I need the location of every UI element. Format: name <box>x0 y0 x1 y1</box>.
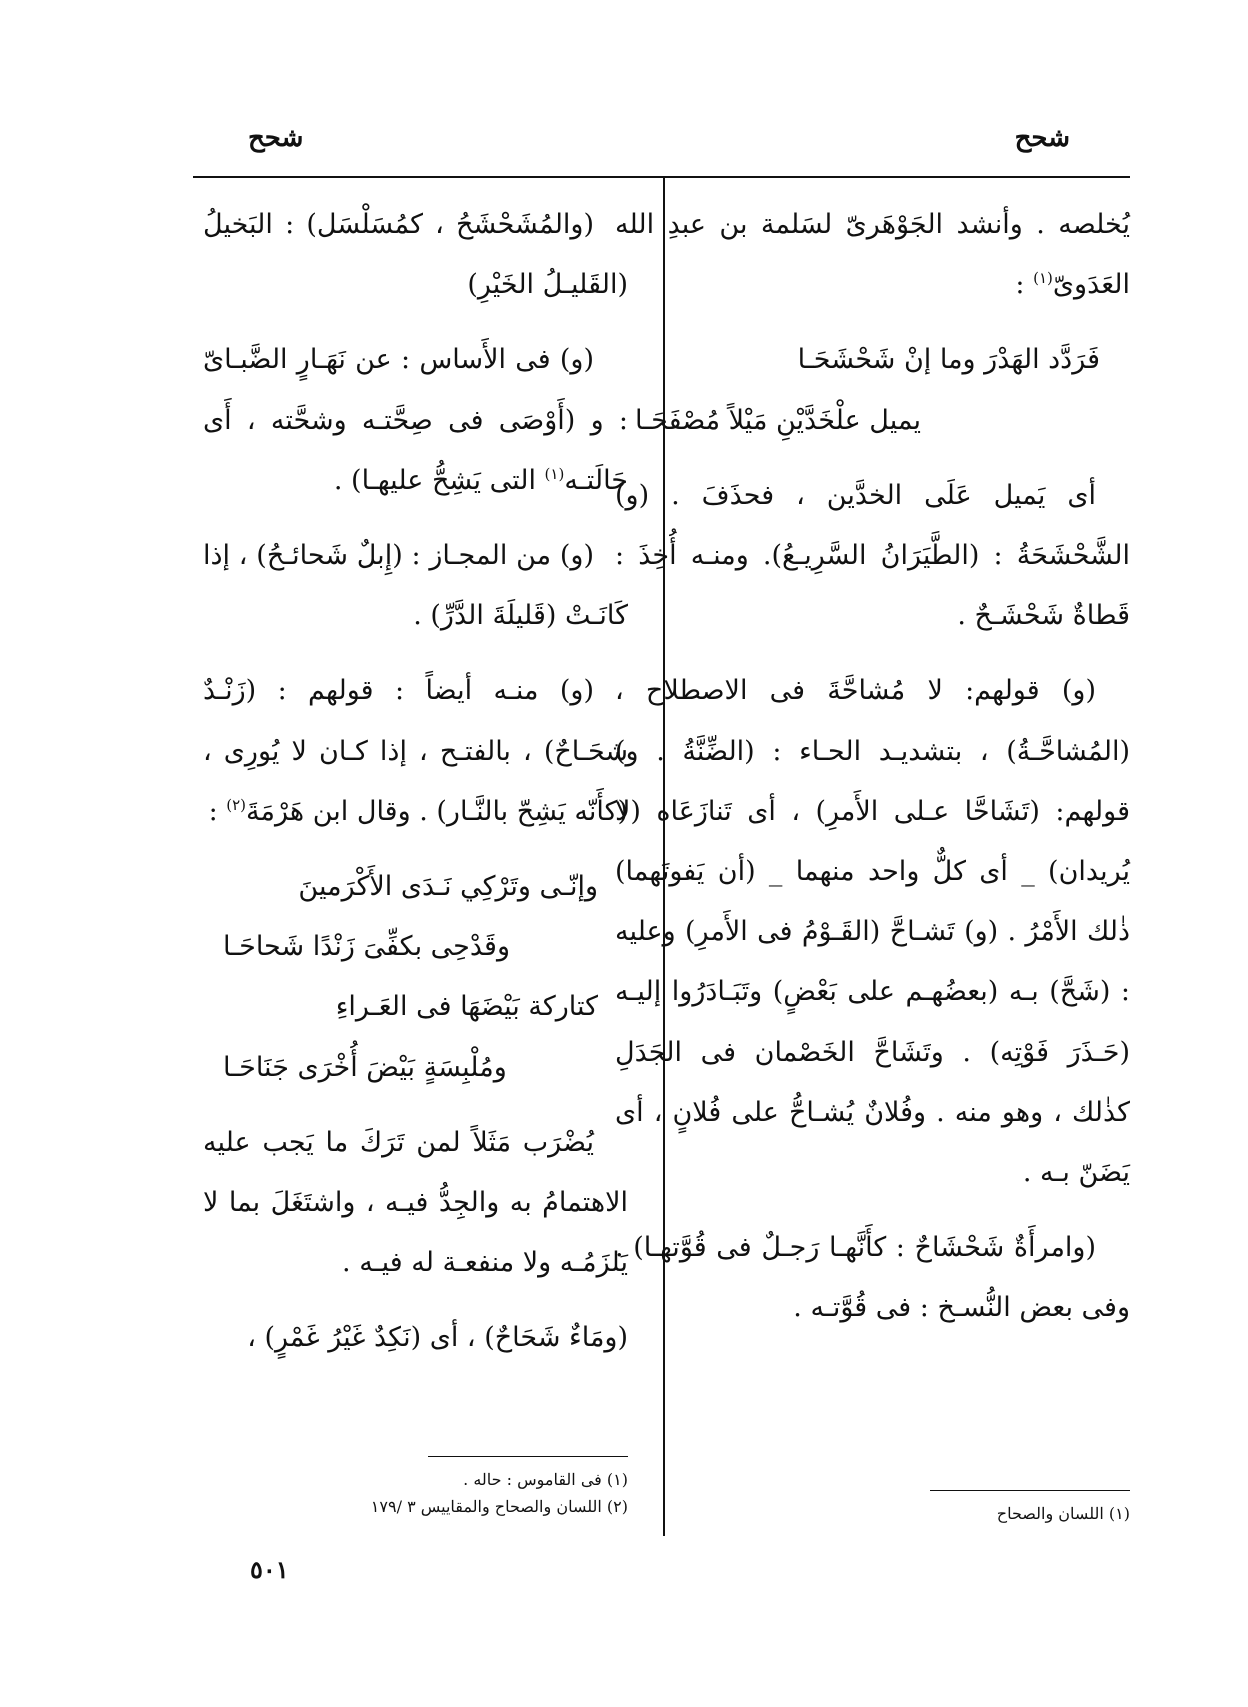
footnotes-left <box>203 1466 628 1520</box>
footnote-rule <box>930 1490 1130 1491</box>
paragraph-text: التى يَشِحُّ عليهـا) . <box>333 464 545 496</box>
paragraph: (و) قولهم: لا مُشاحَّةَ فى الاصطلاح ، (المُشاحَّـةُ) ، بتشديـد الحـاء : (الضِّنَّةُ . و) قولهم: (تَشَاحَّا عـلى الأَمرِ) ، أى تَنازَعَاه (لا يُريدان) _ أى كلٌّ واحد منهما _ (أن يَفوتَهما) ذٰلك الأَمْرُ . (و) تَشـاحَّ (القَـوْمُ فى الأَمرِ) وعليه : (شَحَّ) بـه (بعضُهـم على بَعْضٍ) وتَبَـادَرُوا إليـه (حَـذَرَ فَوْتِه) . وتَشَاحَّ الخَصْمان فى الجَدَلِ كذٰلك ، وهو منه . وفُلانٌ يُشـاحُّ على فُلانٍ ، أى يَضَنّ بـه . <box>615 675 1130 1189</box>
footnote-marker: (١) <box>1033 269 1053 288</box>
paragraph: (والمُشَحْشَحُ ، كمُسَلْسَل) : البَخيلُ (القَليـلُ الخَيْرِ) <box>203 209 628 301</box>
paragraph-text: (و) منـه أيضاً : قولهم : (زَنْـدٌ شحَـاحٌ) ، بالفتـح ، إذا كـان لا يُورِى ، (كأَنّه يَشِحّ بالنَّـار) . وقال ابن هَرْمَةَ <box>203 675 628 827</box>
verse-line: كتاركة بَيْضَهَا فى العَـراءِ <box>335 991 598 1023</box>
footnotes-right <box>830 1500 1130 1527</box>
paragraph-text: (و) فى الأَساس : عن نَهَـارٍ الضَّبـاىّ : و (أَوْصَى فى صِحَّتـه وشحَّته ، أَى حَالَتـه <box>203 344 628 496</box>
page-number: ٥٠١ <box>250 1555 289 1584</box>
intro-paragraph <box>615 195 1130 315</box>
running-head-left: شحح <box>248 123 304 153</box>
running-head-right: شحح <box>1014 123 1070 153</box>
paragraph: أى يَميل عَلَى الخدَّين ، فحذَفَ . (و) الشَّحْشَحَةُ : (الطَّيَرَانُ السَّرِيـعُ). ومنـه أُخِذَ : قَطاةٌ شَحْشَـحٌ . <box>615 479 1130 632</box>
verse-line: ومُلْبِسَةٍ بَيْضَ أُخْرَى جَنَاحَـا <box>223 1051 507 1083</box>
intro-text: يُخلصه . وأنشد الجَوْهَرىّ لسَلمة بن عبدِ الله العَدَوىّ <box>615 209 1130 301</box>
verse-line: وإنّـى وتَرْكِي نَـدَى الأَكْرَمينَ <box>298 871 598 903</box>
paragraph: (و) من المجـاز : (إِبلٌ شَحائـحُ) ، إذا كَانَـتْ (قَليلَةَ الدَّرِّ) . <box>203 540 628 632</box>
paragraph <box>203 661 628 842</box>
footnote: (٢) اللسان والصحاح والمقاييس ٣ /١٧٩ <box>370 1497 628 1516</box>
paragraph: يُضْرَب مَثَلاً لمن تَرَكَ ما يَجب عليه الاهتمامُ به والجِدُّ فيـه ، واشتَغَلَ بما لا يَلزَمُـه ولا منفعـة له فيـه . <box>203 1126 628 1279</box>
paragraph: (وامرأَةٌ شَحْشَاحٌ : كأَنَّهـا رَجـلٌ فى قُوَّتهـا) . وفى بعض النُّسـخ : فى قُوَّتـه . <box>615 1232 1130 1324</box>
left-column <box>203 195 628 1384</box>
footnote: (١) فى القاموس : حاله . <box>463 1470 628 1489</box>
paragraph-text: : <box>208 795 227 827</box>
right-column <box>615 195 1130 1354</box>
verse-line: وقَدْحِى بكفِّىَ زَنْدًا شَحاحَـا <box>223 931 510 963</box>
intro-end: : <box>1015 269 1034 301</box>
verse-line: يميل علْخَدَّيْنِ مَيْلاً مُصْفَحَـا <box>635 404 922 436</box>
paragraph <box>203 330 628 511</box>
footnote: (١) اللسان والصحاح <box>996 1504 1130 1523</box>
footnote-marker: (١) <box>544 464 565 483</box>
verse-line: فَرَدَّد الهَدْرَ وما إنْ شَحْشَحَـا <box>797 344 1100 376</box>
footnote-marker: (٢) <box>226 795 247 814</box>
paragraph: (ومَاءٌ شَحَاحٌ) ، أى (نَكِدٌ غَيْرُ غَمْرٍ) ، <box>247 1322 628 1354</box>
footnote-rule <box>428 1456 628 1457</box>
verse-block <box>615 330 1130 450</box>
verse-block <box>203 857 628 1098</box>
header-rule <box>193 176 1130 178</box>
